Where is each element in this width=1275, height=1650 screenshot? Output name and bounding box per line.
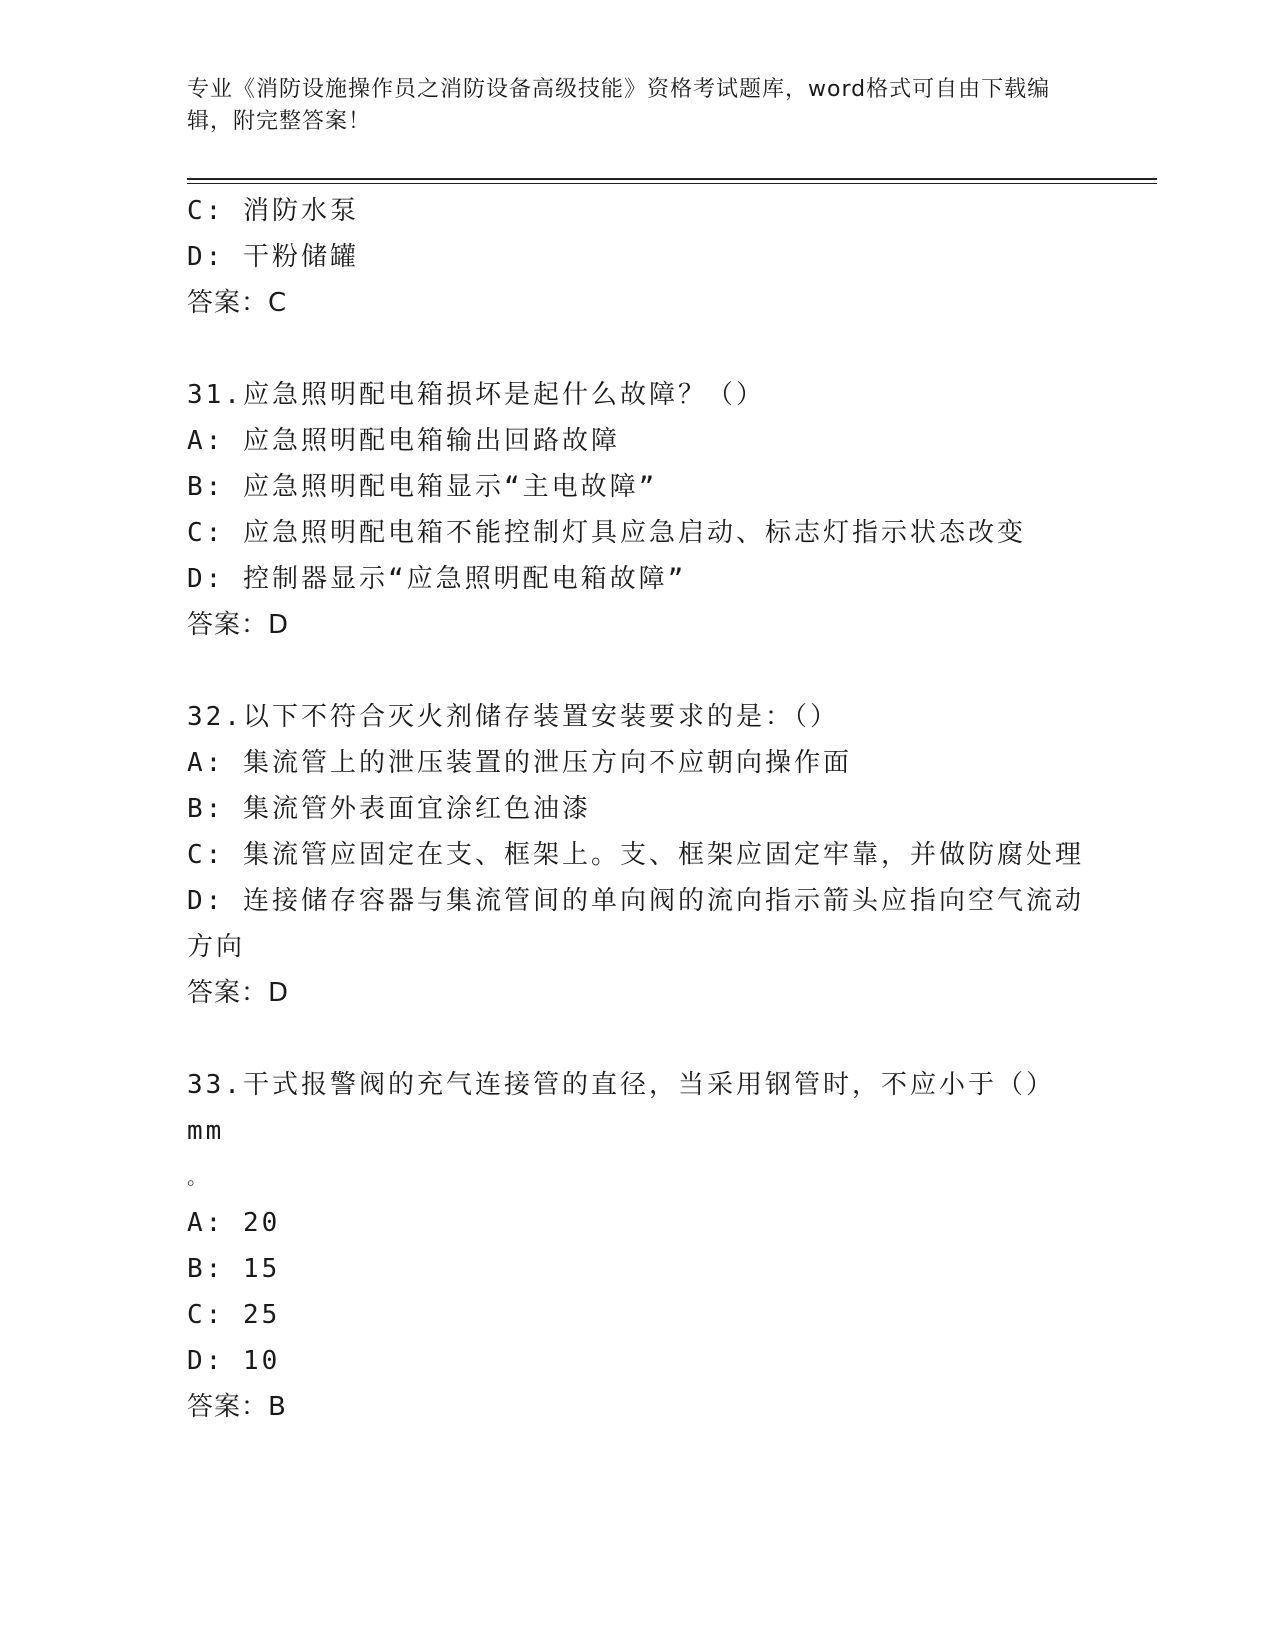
option-c: C: 消防水泵	[187, 196, 359, 226]
answer: 答案：D	[187, 978, 290, 1008]
answer: 答案：D	[187, 610, 290, 640]
option-a: A: 集流管上的泄压装置的泄压方向不应朝向操作面	[187, 748, 852, 778]
question-33-stem: 33.干式报警阀的充气连接管的直径，当采用钢管时，不应小于（）mm	[187, 1070, 1055, 1146]
option-b: B: 15	[187, 1254, 281, 1284]
header-note: 专业《消防设施操作员之消防设备高级技能》资格考试题库，word格式可自由下载编辑，附完整答案！	[187, 77, 1051, 134]
spacer	[187, 326, 1087, 372]
option-c: C: 集流管应固定在支、框架上。支、框架应固定牢靠，并做防腐处理	[187, 840, 1084, 870]
spacer	[187, 648, 1087, 694]
option-d: D: 连接储存容器与集流管间的单向阀的流向指示箭头应指向空气流动方向	[187, 886, 1084, 962]
option-d: D: 10	[187, 1346, 281, 1376]
option-c: C: 25	[187, 1300, 281, 1330]
option-a: A: 应急照明配电箱输出回路故障	[187, 426, 620, 456]
answer: 答案：B	[187, 1392, 287, 1422]
option-b: B: 集流管外表面宜涂红色油漆	[187, 794, 591, 824]
question-content	[187, 188, 1087, 1430]
spacer	[187, 1016, 1087, 1062]
option-c: C: 应急照明配电箱不能控制灯具应急启动、标志灯指示状态改变	[187, 518, 1026, 548]
option-d: D: 干粉储罐	[187, 242, 359, 272]
answer: 答案：C	[187, 288, 288, 318]
option-a: A: 20	[187, 1208, 281, 1238]
header-rule-thick	[187, 178, 1157, 180]
question-32-stem: 32.以下不符合灭火剂储存装置安装要求的是：（）	[187, 702, 839, 732]
option-b: B: 应急照明配电箱显示“主电故障”	[187, 472, 658, 502]
question-31-stem: 31.应急照明配电箱损坏是起什么故障？（）	[187, 380, 765, 410]
option-d: D: 控制器显示“应急照明配电箱故障”	[187, 564, 687, 594]
question-33-stem-tail: 。	[187, 1165, 210, 1189]
header-rule-thin	[187, 183, 1157, 184]
